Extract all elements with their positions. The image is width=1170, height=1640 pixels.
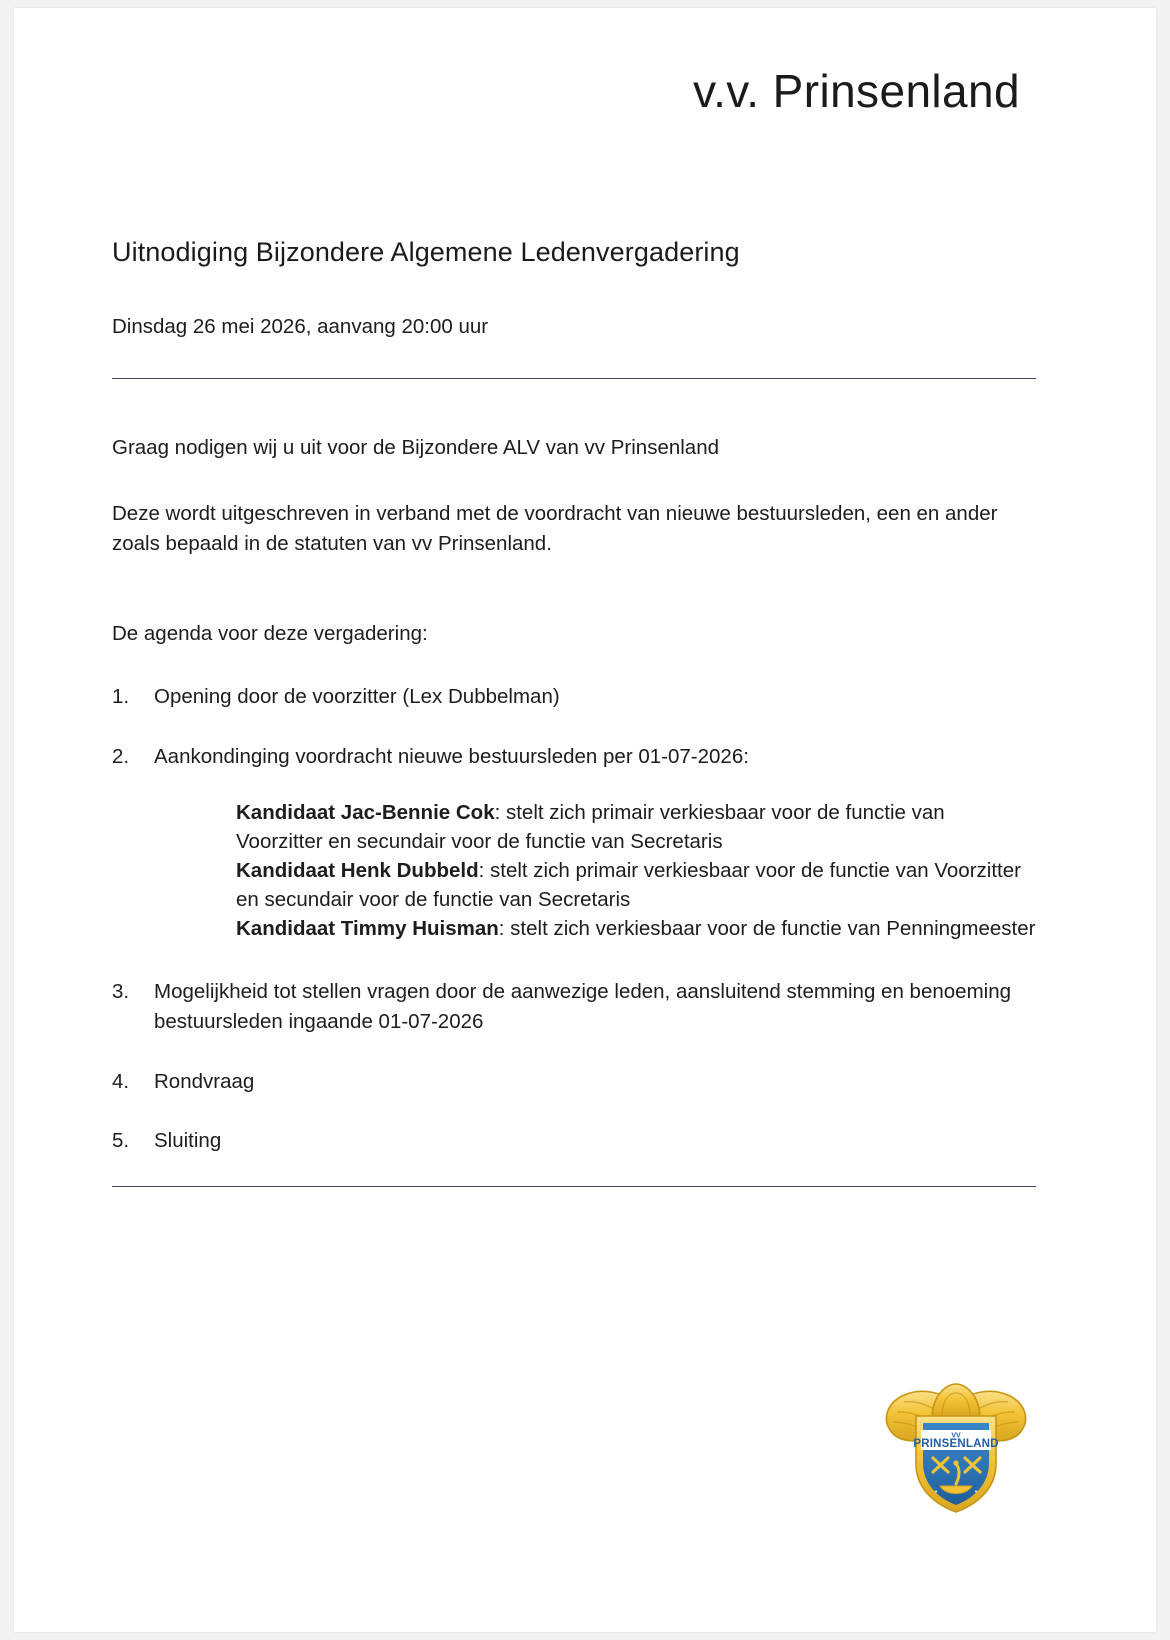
crest-icon bbox=[880, 1360, 1032, 1516]
divider-bottom bbox=[112, 1186, 1036, 1187]
candidate-3 bbox=[236, 914, 1036, 943]
document-page bbox=[14, 8, 1156, 1632]
candidate-2 bbox=[236, 856, 1036, 914]
candidate-1-description: : stelt zich primair verkiesbaar voor de functie van Voorzitter en secundair voor de functie van Secretaris bbox=[236, 800, 945, 853]
agenda-item-5-text: Sluiting bbox=[154, 1129, 222, 1153]
candidate-2-description: : stelt zich primair verkiesbaar voor de functie van Voorzitter en secundair voor de functie van Secretaris bbox=[236, 858, 1021, 912]
candidate-1-name: Kandidaat Jac-Bennie Cok bbox=[236, 800, 495, 824]
page-title: Uitnodiging Bijzondere Algemene Ledenvergadering bbox=[112, 237, 740, 267]
agenda-item-5-number: 5. bbox=[112, 1129, 130, 1153]
crest-ornament-left: ● bbox=[934, 1489, 938, 1495]
agenda-item-3-text: Mogelijkheid tot stellen vragen door de aanwezige leden, aansluitend stemming en benoeming bestuursleden ingaande 01-07-2026 bbox=[154, 980, 1011, 1033]
document-body bbox=[112, 236, 1036, 1156]
agenda-item-4-number: 4. bbox=[112, 1069, 130, 1093]
agenda-item-4 bbox=[112, 1067, 1036, 1097]
candidate-3-description: : stelt zich verkiesbaar voor de functie van Penningmeester bbox=[498, 917, 1036, 941]
crest-crown-icon bbox=[932, 1384, 980, 1418]
agenda-item-4-text: Rondvraag bbox=[154, 1069, 255, 1093]
candidate-2-name: Kandidaat Henk Dubbeld bbox=[236, 858, 479, 882]
candidate-1 bbox=[236, 798, 1036, 856]
agenda-item-2-number: 2. bbox=[112, 744, 130, 768]
agenda-item-2 bbox=[112, 742, 1036, 943]
candidate-3-name: Kandidaat Timmy Huisman bbox=[236, 917, 499, 941]
agenda-intro: De agenda voor deze vergadering: bbox=[112, 621, 428, 645]
agenda-item-3-number: 3. bbox=[112, 980, 130, 1004]
invitation-paragraph: Graag nodigen wij u uit voor de Bijzondere ALV van vv Prinsenland bbox=[112, 436, 720, 460]
candidate-list bbox=[236, 798, 1036, 944]
reason-paragraph: Deze wordt uitgeschreven in verband met de voordracht van nieuwe bestuursleden, een en ander zoals bepaald in de statuten van vv Prinsenland. bbox=[112, 502, 998, 555]
agenda-item-2-text: Aankondinging voordracht nieuwe bestuursleden per 01-07-2026: bbox=[154, 744, 749, 768]
crest-banner-text: PRINSENLAND bbox=[913, 1438, 999, 1450]
club-crest-logo bbox=[880, 1360, 1032, 1516]
agenda-item-5 bbox=[112, 1126, 1036, 1156]
agenda-item-3 bbox=[112, 977, 1036, 1036]
agenda-item-1-text: Opening door de voorzitter (Lex Dubbelman) bbox=[154, 685, 560, 709]
document-header bbox=[14, 65, 1020, 117]
meeting-datetime: Dinsdag 26 mei 2026, aanvang 20:00 uur bbox=[112, 314, 489, 338]
crest-banner-small-text: VV bbox=[951, 1432, 961, 1440]
divider-top bbox=[112, 378, 1036, 379]
club-wordmark: v.v. Prinsenland bbox=[693, 65, 1020, 117]
agenda-list bbox=[112, 682, 1036, 1156]
agenda-item-1 bbox=[112, 682, 1036, 712]
crest-ornament-right: ● bbox=[974, 1489, 978, 1495]
agenda-item-1-number: 1. bbox=[112, 685, 130, 709]
